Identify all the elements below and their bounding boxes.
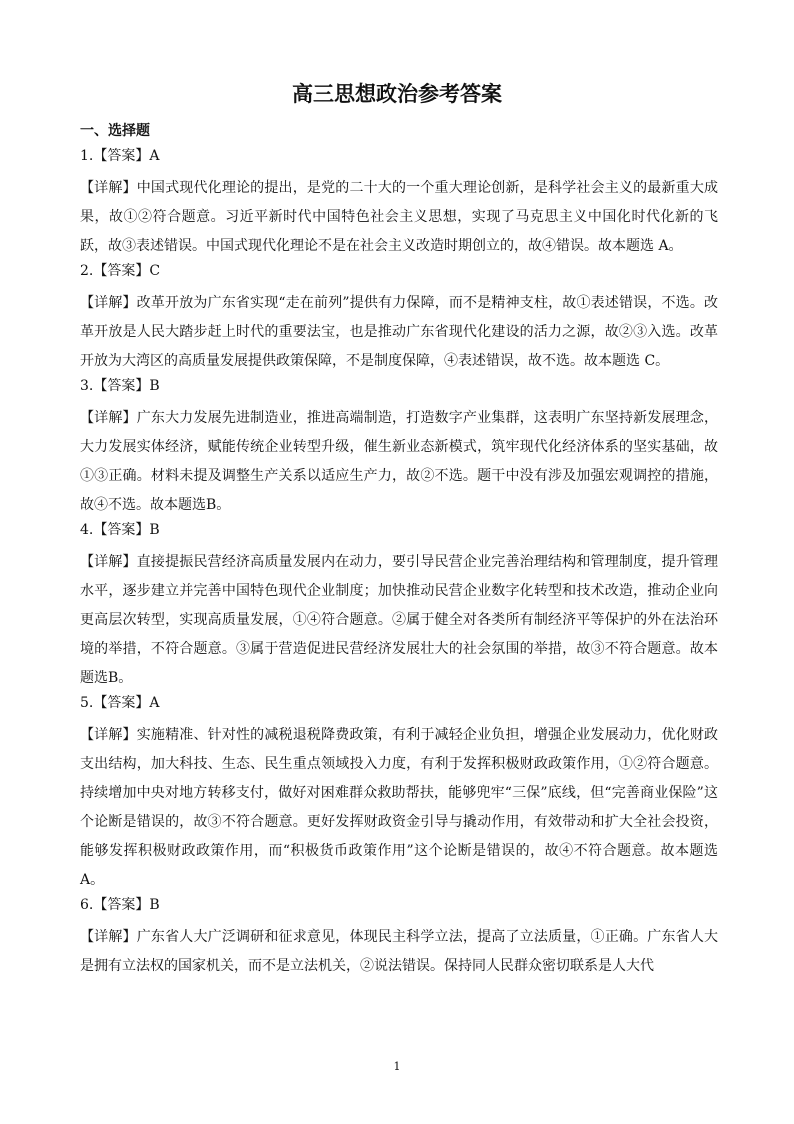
detail-paragraph: 【详解】直接提振民营经济高质量发展内在动力，要引导民营企业完善治理结构和管理制度，提升管理水平，逐步建立并完善中国特色现代企业制度；加快推动民营企业数字化转型和技术改造，推动企业向更高层次转型，实现高质量发展，①④符合题意。②属于健全对各类所有制经济平等保护的外在法治环境的举措，不符合题意。③属于营造促进民营经济发展壮大的社会氛围的举措，故③不符合题意。故本题选B。: [80, 554, 718, 686]
answer-item: [80, 376, 718, 520]
answer-item: [80, 146, 718, 261]
detail-paragraph: 【详解】广东省人大广泛调研和征求意见，体现民主科学立法，提高了立法质量，①正确。广东省人大是拥有立法权的国家机关，而不是立法机关，②说法错误。保持同人民群众密切联系是人大代: [80, 929, 718, 974]
answer-line: 1.【答案】A: [80, 148, 160, 164]
answer-line: 2.【答案】C: [80, 263, 161, 279]
detail-paragraph: 【详解】中国式现代化理论的提出，是党的二十大的一个重大理论创新，是科学社会主义的最新重大成果，故①②符合题意。习近平新时代中国特色社会主义思想，实现了马克思主义中国化时代化新的飞跃，故③表述错误。中国式现代化理论不是在社会主义改造时期创立的，故④错误。故本题选 A。: [80, 180, 718, 254]
answer-item: [80, 520, 718, 693]
answer-item: [80, 693, 718, 895]
detail-paragraph: 【详解】改革开放为广东省实现“走在前列”提供有力保障，而不是精神支柱，故①表述错误，不选。改革开放是人民大踏步赶上时代的重要法宝，也是推动广东省现代化建设的活力之源，故②③入选。改革开放为大湾区的高质量发展提供政策保障，不是制度保障，④表述错误，故不选。故本题选 C。: [80, 295, 718, 369]
answer-item: [80, 261, 718, 376]
section-heading: 一、选择题: [80, 123, 150, 139]
answer-item: [80, 895, 718, 981]
answer-list: [80, 146, 718, 981]
answer-line: 4.【答案】B: [80, 522, 160, 538]
page-number: 1: [393, 1060, 401, 1073]
answer-line: 6.【答案】B: [80, 897, 160, 913]
detail-paragraph: 【详解】实施精准、针对性的减税退税降费政策，有利于减轻企业负担，增强企业发展动力，优化财政支出结构，加大科技、生态、民生重点领域投入力度，有利于发挥积极财政政策作用，①②符合题意。持续增加中央对地方转移支付，做好对困难群众救助帮扶，能够兜牢“三保”底线，但“完善商业保险”这个论断是错误的，故③不符合题意。更好发挥财政资金引导与撬动作用，有效带动和扩大全社会投资，能够发挥积极财政政策作用，而“积极货币政策作用”这个论断是错误的，故④不符合题意。故本题选 A。: [80, 727, 718, 888]
detail-paragraph: 【详解】广东大力发展先进制造业，推进高端制造，打造数字产业集群，这表明广东坚持新发展理念，大力发展实体经济，赋能传统企业转型升级，催生新业态新模式，筑牢现代化经济体系的坚实基础，故①③正确。材料未提及调整生产关系以适应生产力，故②不选。题干中没有涉及加强宏观调控的措施，故④不选。故本题选B。: [80, 410, 718, 513]
page-title: 高三思想政治参考答案: [292, 82, 502, 106]
answer-line: 5.【答案】A: [80, 695, 160, 711]
answer-line: 3.【答案】B: [80, 378, 160, 394]
